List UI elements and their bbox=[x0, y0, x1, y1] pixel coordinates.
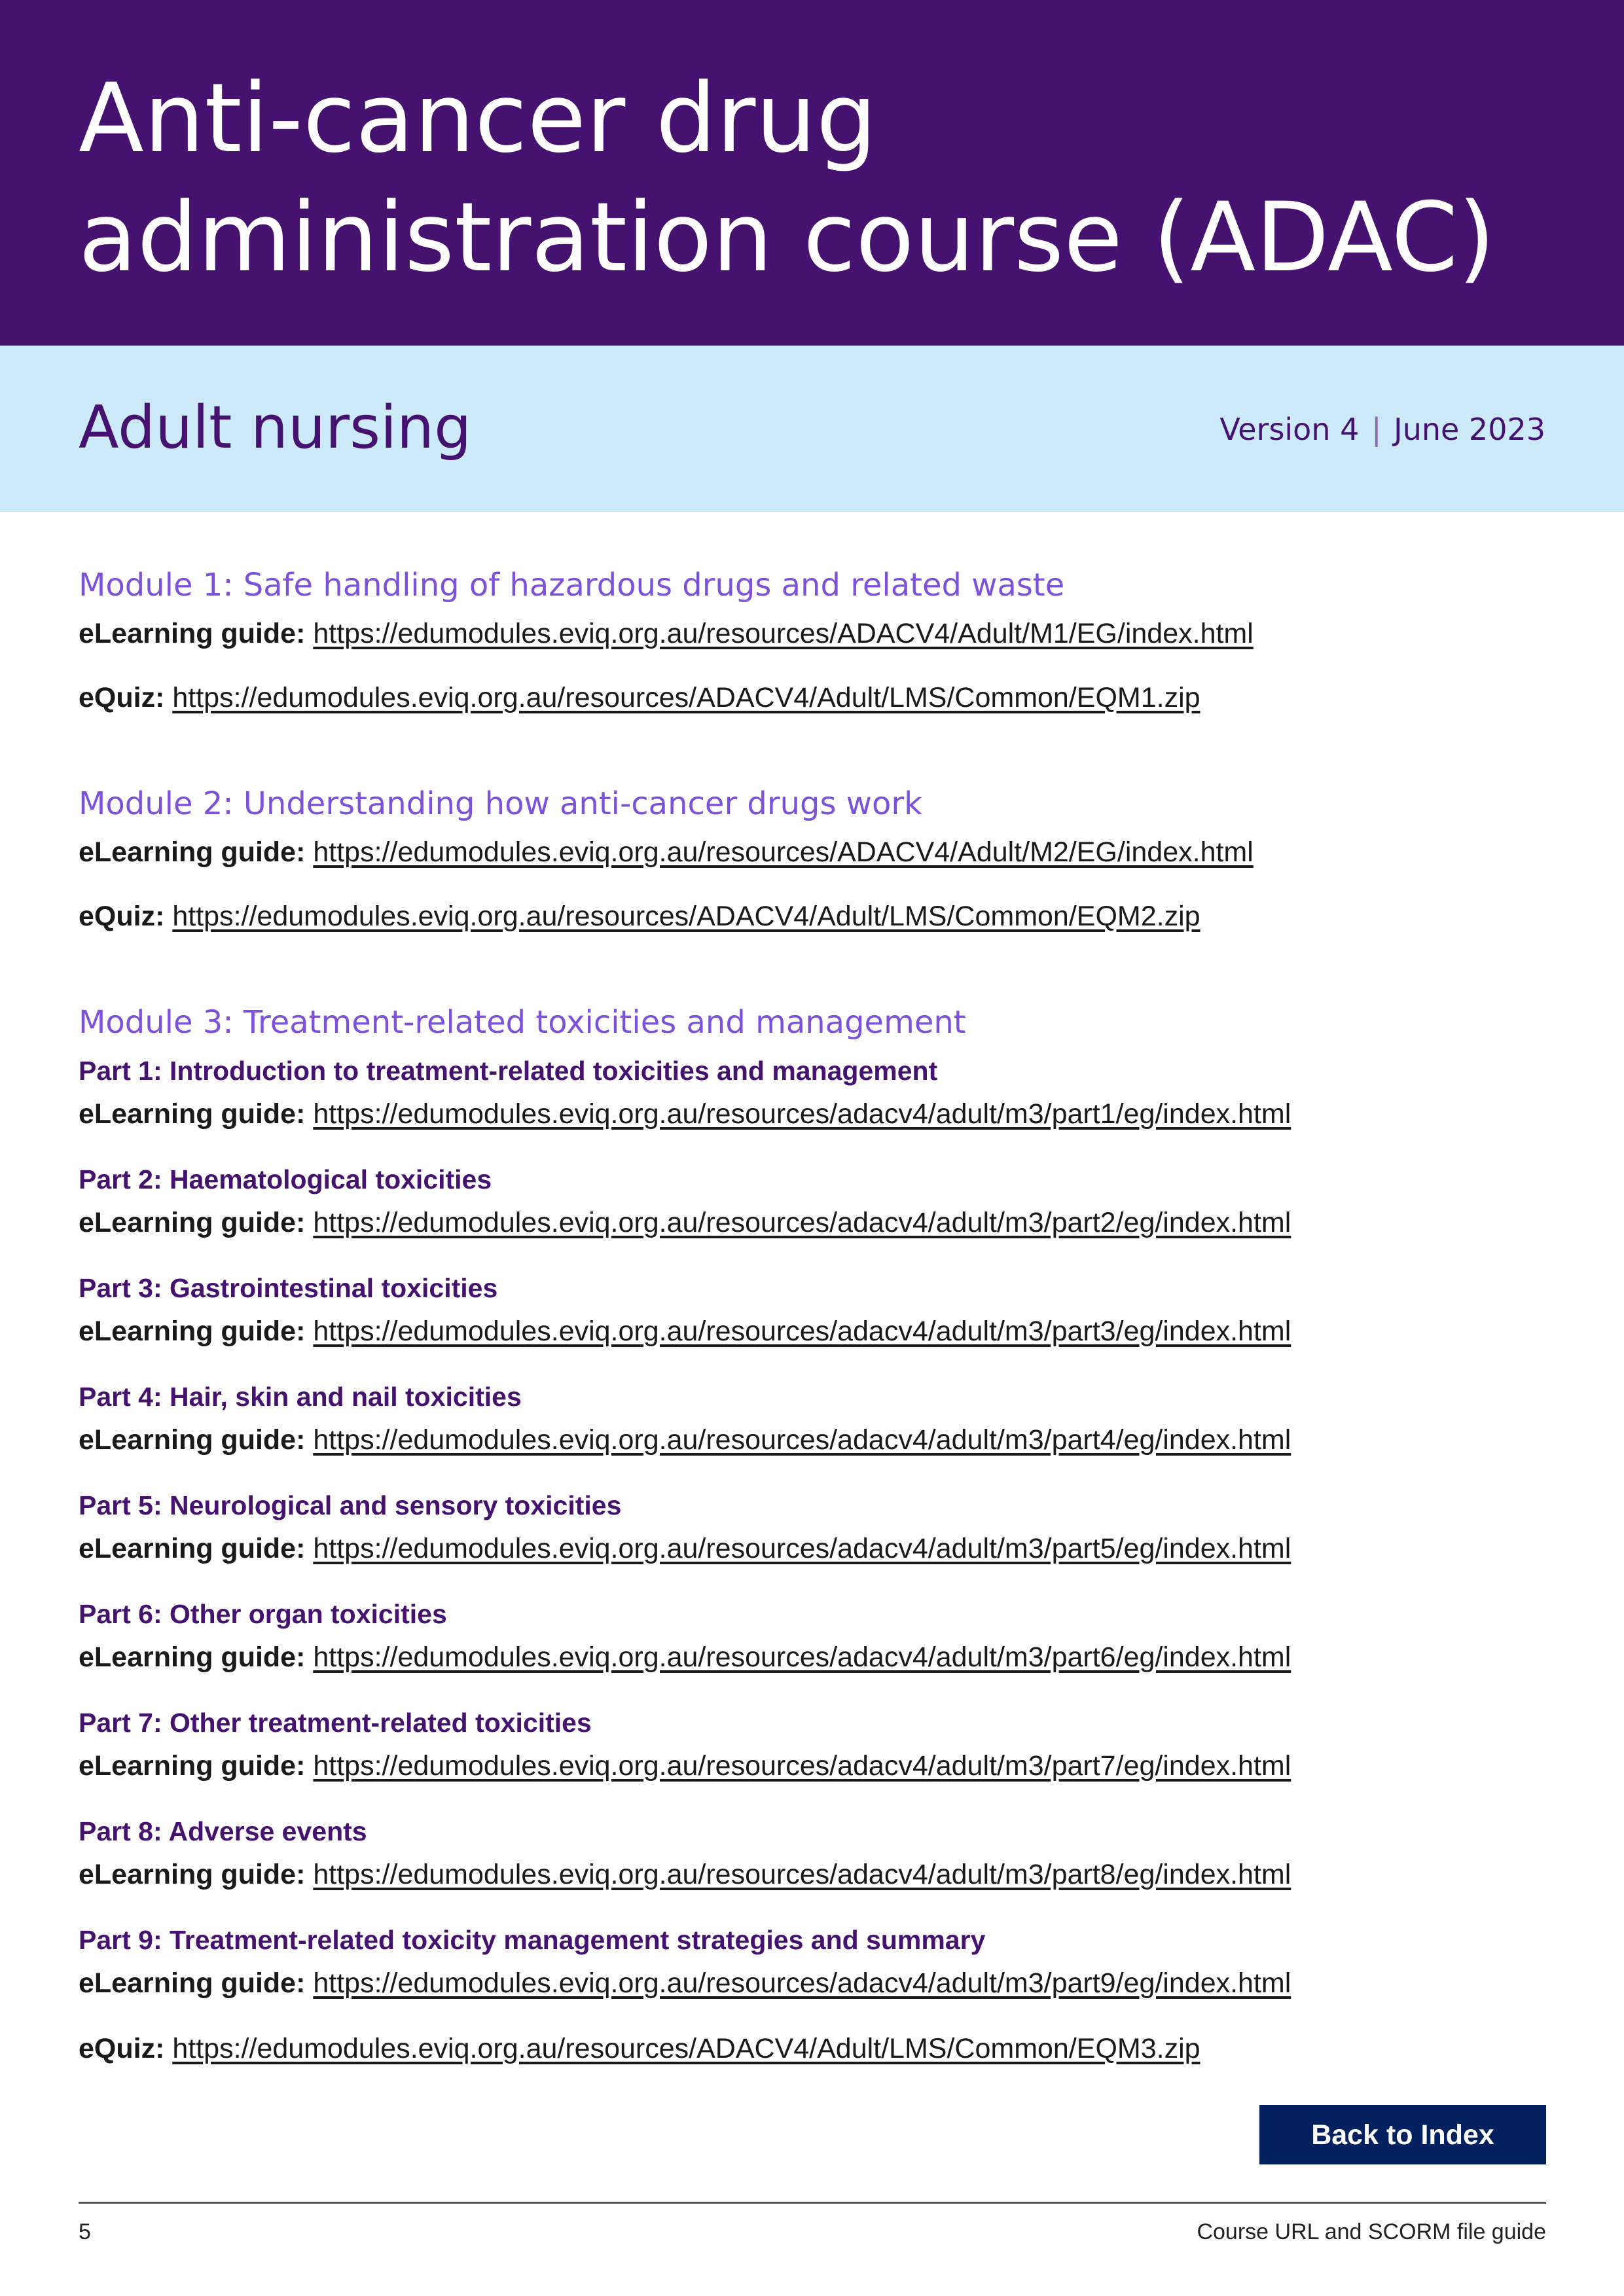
module-title: Module 2: Understanding how anti-cancer drugs work bbox=[79, 785, 922, 822]
part-title: Part 3: Gastrointestinal toxicities bbox=[79, 1273, 498, 1303]
eguide-row bbox=[79, 615, 1545, 652]
eguide-label: eLearning guide: bbox=[79, 836, 306, 868]
back-to-index-button[interactable]: Back to Index bbox=[1259, 2105, 1546, 2164]
eguide-link[interactable]: https://edumodules.eviq.org.au/resources/adacv4/adult/m3/part1/eg/index.html bbox=[313, 1098, 1291, 1130]
equiz-label: eQuiz: bbox=[79, 901, 165, 932]
eguide-label: eLearning guide: bbox=[79, 1098, 306, 1130]
eguide-row bbox=[79, 1313, 1545, 1350]
version-label: Version 4 bbox=[1219, 412, 1360, 447]
footer-document-title: Course URL and SCORM file guide bbox=[1197, 2219, 1546, 2244]
version-date: June 2023 bbox=[1394, 412, 1545, 447]
module-2 bbox=[79, 781, 1545, 935]
part-title: Part 7: Other treatment-related toxicities bbox=[79, 1708, 592, 1738]
eguide-link[interactable]: https://edumodules.eviq.org.au/resources/ADACV4/Adult/M1/EG/index.html bbox=[313, 618, 1254, 649]
version-separator: | bbox=[1371, 412, 1382, 447]
part-title: Part 2: Haematological toxicities bbox=[79, 1164, 492, 1194]
part-title: Part 4: Hair, skin and nail toxicities bbox=[79, 1382, 522, 1412]
equiz-row bbox=[79, 898, 1545, 935]
title-line-1: Anti-cancer drug bbox=[79, 63, 877, 174]
document-title bbox=[79, 59, 1545, 297]
eguide-link[interactable]: https://edumodules.eviq.org.au/resources/adacv4/adult/m3/part8/eg/index.html bbox=[313, 1859, 1291, 1890]
module-list bbox=[79, 563, 1545, 2132]
equiz-link[interactable]: https://edumodules.eviq.org.au/resources/ADACV4/Adult/LMS/Common/EQM3.zip bbox=[172, 2033, 1200, 2064]
eguide-row bbox=[79, 1639, 1545, 1676]
eguide-row bbox=[79, 1204, 1545, 1241]
equiz-label: eQuiz: bbox=[79, 2033, 165, 2064]
footer-divider bbox=[79, 2202, 1546, 2204]
eguide-row bbox=[79, 1856, 1545, 1893]
equiz-label: eQuiz: bbox=[79, 682, 165, 713]
part-title: Part 1: Introduction to treatment-related toxicities and management bbox=[79, 1056, 938, 1086]
eguide-row bbox=[79, 834, 1545, 870]
title-line-2: administration course (ADAC) bbox=[79, 182, 1496, 293]
module-3-part-6 bbox=[79, 1596, 1545, 1676]
eguide-label: eLearning guide: bbox=[79, 1967, 306, 1999]
eguide-label: eLearning guide: bbox=[79, 1641, 306, 1673]
module-1 bbox=[79, 563, 1545, 716]
version-info bbox=[1219, 411, 1545, 448]
module-3-part-4 bbox=[79, 1378, 1545, 1458]
module-3 bbox=[79, 1000, 1545, 2067]
equiz-row bbox=[79, 2030, 1545, 2067]
eguide-link[interactable]: https://edumodules.eviq.org.au/resources/adacv4/adult/m3/part7/eg/index.html bbox=[313, 1750, 1291, 1782]
module-3-part-2 bbox=[79, 1161, 1545, 1241]
eguide-label: eLearning guide: bbox=[79, 1750, 306, 1782]
audience-title: Adult nursing bbox=[79, 393, 472, 462]
module-title: Module 3: Treatment-related toxicities and management bbox=[79, 1004, 966, 1041]
equiz-link[interactable]: https://edumodules.eviq.org.au/resources/ADACV4/Adult/LMS/Common/EQM2.zip bbox=[172, 901, 1200, 932]
eguide-label: eLearning guide: bbox=[79, 1207, 306, 1238]
module-3-part-8 bbox=[79, 1813, 1545, 1893]
eguide-link[interactable]: https://edumodules.eviq.org.au/resources/adacv4/adult/m3/part4/eg/index.html bbox=[313, 1424, 1291, 1456]
module-3-part-5 bbox=[79, 1487, 1545, 1567]
page-number: 5 bbox=[79, 2219, 91, 2244]
eguide-link[interactable]: https://edumodules.eviq.org.au/resources/ADACV4/Adult/M2/EG/index.html bbox=[313, 836, 1254, 868]
equiz-link[interactable]: https://edumodules.eviq.org.au/resources/ADACV4/Adult/LMS/Common/EQM1.zip bbox=[172, 682, 1200, 713]
eguide-label: eLearning guide: bbox=[79, 1316, 306, 1347]
part-title: Part 9: Treatment-related toxicity management strategies and summary bbox=[79, 1925, 986, 1955]
eguide-link[interactable]: https://edumodules.eviq.org.au/resources/adacv4/adult/m3/part6/eg/index.html bbox=[313, 1641, 1291, 1673]
eguide-row bbox=[79, 1422, 1545, 1458]
module-3-part-3 bbox=[79, 1270, 1545, 1350]
eguide-label: eLearning guide: bbox=[79, 618, 306, 649]
eguide-row bbox=[79, 1096, 1545, 1132]
header-banner bbox=[0, 0, 1624, 346]
eguide-link[interactable]: https://edumodules.eviq.org.au/resources/adacv4/adult/m3/part5/eg/index.html bbox=[313, 1533, 1291, 1564]
eguide-row bbox=[79, 1530, 1545, 1567]
eguide-label: eLearning guide: bbox=[79, 1533, 306, 1564]
part-title: Part 6: Other organ toxicities bbox=[79, 1599, 447, 1629]
module-3-part-7 bbox=[79, 1704, 1545, 1784]
eguide-link[interactable]: https://edumodules.eviq.org.au/resources/adacv4/adult/m3/part9/eg/index.html bbox=[313, 1967, 1291, 1999]
part-title: Part 8: Adverse events bbox=[79, 1816, 367, 1846]
eguide-link[interactable]: https://edumodules.eviq.org.au/resources/adacv4/adult/m3/part3/eg/index.html bbox=[313, 1316, 1291, 1347]
part-title: Part 5: Neurological and sensory toxicities bbox=[79, 1490, 622, 1520]
eguide-row bbox=[79, 1748, 1545, 1784]
eguide-row bbox=[79, 1965, 1545, 2001]
equiz-row bbox=[79, 679, 1545, 716]
module-3-part-1 bbox=[79, 1052, 1545, 1132]
module-3-part-9 bbox=[79, 1922, 1545, 2001]
eguide-label: eLearning guide: bbox=[79, 1859, 306, 1890]
module-title: Module 1: Safe handling of hazardous drugs and related waste bbox=[79, 567, 1065, 603]
eguide-label: eLearning guide: bbox=[79, 1424, 306, 1456]
eguide-link[interactable]: https://edumodules.eviq.org.au/resources/adacv4/adult/m3/part2/eg/index.html bbox=[313, 1207, 1291, 1238]
